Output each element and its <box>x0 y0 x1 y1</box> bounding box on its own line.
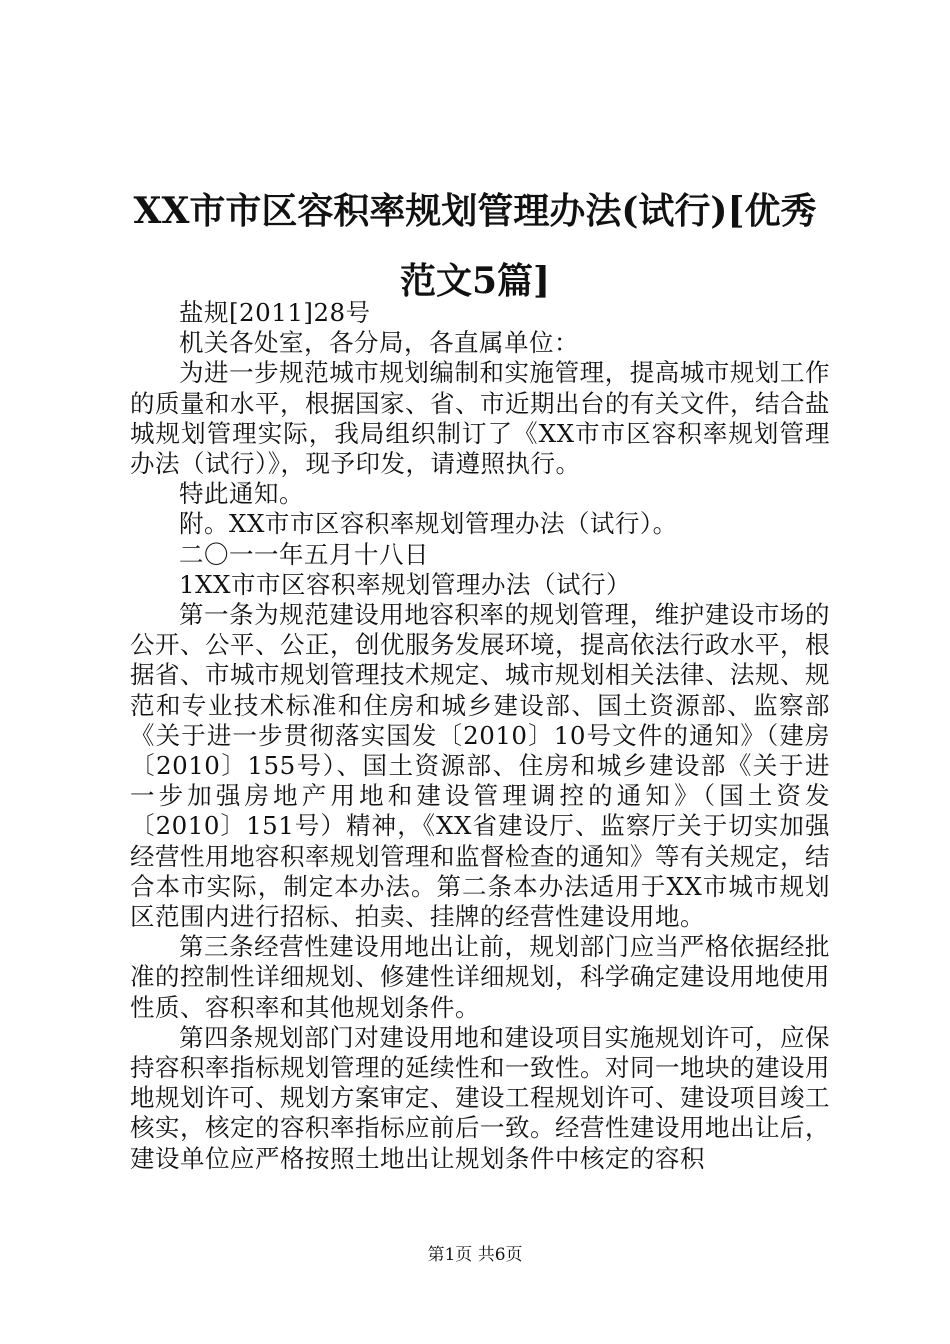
article-paragraph: 第一条为规范建设用地容积率的规划管理，维护建设市场的公开、公平、公正，创优服务发展环境，提高依法行政水平，根据省、市城市规划管理技术规定、城市规划相关法律、法规、规范和专业技术标准和住房和城乡建设部、国土资源部、监察部《关于进一步贯彻落实国发〔2010〕10号文件的通知》（建房〔2010〕155号）、国土资源部、住房和城乡建设部《关于进一步加强房地产用地和建设管理调控的通知》（国土资发〔2010〕151号）精神，《XX省建设厅、监察厅关于切实加强经营性用地容积率规划管理和监督检查的通知》等有关规定，结合本市实际，制定本办法。第二条本办法适用于XX市城市规划区范围内进行招标、拍卖、挂牌的经营性建设用地。 <box>130 600 830 932</box>
section-heading: 1XX市市区容积率规划管理办法（试行） <box>179 569 631 599</box>
document-number: 盐规[2011]28号 <box>179 298 371 327</box>
date-line: 二〇一一年五月十八日 <box>179 539 429 569</box>
document-title: XX市市区容积率规划管理办法(试行)[优秀范文5篇] <box>133 190 817 302</box>
page-footer: 第1页 共6页 <box>427 1245 523 1265</box>
notice-paragraph: 为进一步规范城市规划编制和实施管理，提高城市规划工作的质量和水平，根据国家、省、市近期出台的有关文件，结合盐城规划管理实际，我局组织制订了《XX市市区容积率规划管理办法（试行）》，现予印发，请遵照执行。 <box>130 358 830 479</box>
addressee-line: 机关各处室，各分局，各直属单位： <box>179 328 579 358</box>
document-body <box>130 298 830 1174</box>
attachment-line: 附。XX市市区容积率规划管理办法（试行）。 <box>179 509 678 539</box>
article-paragraph: 第三条经营性建设用地出让前，规划部门应当严格依据经批准的控制性详细规划、修建性详细规划，科学确定建设用地使用性质、容积率和其他规划条件。 <box>130 932 830 1022</box>
article-paragraph: 第四条规划部门对建设用地和建设项目实施规划许可，应保持容积率指标规划管理的延续性和一致性。对同一地块的建设用地规划许可、规划方案审定、建设工程规划许可、建设项目竣工核实，核定的容积率指标应前后一致。经营性建设用地出让后，建设单位应严格按照土地出让规划条件中核定的容积 <box>130 1022 830 1173</box>
closing-line: 特此通知。 <box>179 479 304 509</box>
